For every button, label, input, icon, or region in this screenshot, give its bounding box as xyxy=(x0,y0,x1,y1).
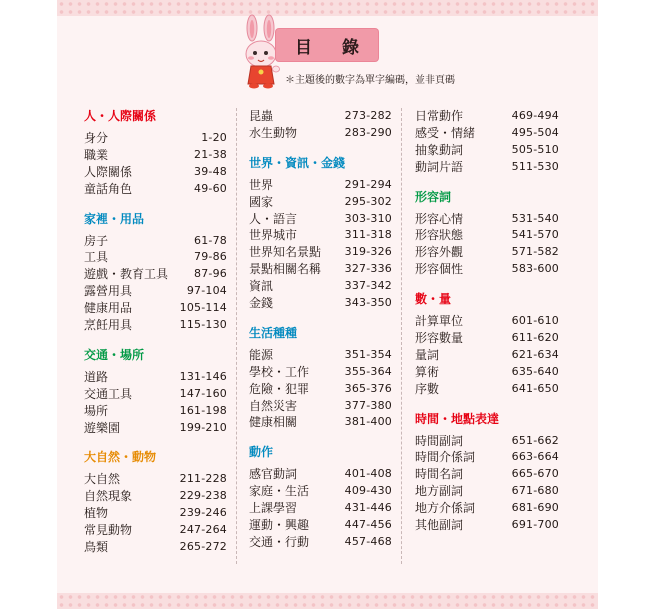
entry-code-range: 311-318 xyxy=(344,228,392,242)
entry-code-range: 343-350 xyxy=(344,296,392,310)
entry-label: 學校・工作 xyxy=(249,364,310,379)
toc-column-3 xyxy=(415,108,559,547)
entry-label: 場所 xyxy=(84,403,109,418)
entry-label: 鳥類 xyxy=(84,540,109,555)
entry-code-range: 211-228 xyxy=(179,472,227,486)
entry-code-range: 611-620 xyxy=(511,331,559,345)
section-heading: 形容詞 xyxy=(415,189,452,204)
entry-label: 地方介係詞 xyxy=(415,501,476,516)
toc-entry[interactable] xyxy=(415,159,559,176)
toc-entry[interactable] xyxy=(84,317,227,334)
entry-code-range: 283-290 xyxy=(344,125,392,139)
entry-code-range: 39-48 xyxy=(194,164,227,178)
toc-entry[interactable] xyxy=(249,500,392,517)
entry-code-range: 247-264 xyxy=(179,523,227,537)
toc-entry[interactable] xyxy=(415,244,559,261)
entry-label: 世界 xyxy=(249,177,274,192)
entry-code-range: 365-376 xyxy=(344,381,392,395)
entry-code-range: 199-210 xyxy=(179,420,227,434)
toc-section xyxy=(84,347,227,437)
entry-label: 量詞 xyxy=(415,347,440,362)
toc-entry[interactable] xyxy=(84,300,227,317)
entry-label: 烹飪用具 xyxy=(84,318,133,333)
entry-label: 國家 xyxy=(249,194,274,209)
toc-entry[interactable] xyxy=(415,500,559,517)
toc-entry[interactable] xyxy=(84,233,227,250)
toc-entry[interactable] xyxy=(249,211,392,228)
toc-entry[interactable] xyxy=(84,130,227,147)
toc-entry[interactable] xyxy=(249,381,392,398)
entry-label: 健康相關 xyxy=(249,415,298,430)
entry-code-range: 469-494 xyxy=(511,109,559,122)
entry-label: 交通・行動 xyxy=(249,534,310,549)
entry-code-range: 79-86 xyxy=(194,250,227,264)
entry-code-range: 319-326 xyxy=(344,245,392,259)
entry-label: 道路 xyxy=(84,369,109,384)
page-note: ＊主題後的數字為單字編碼，並非頁碼 xyxy=(285,75,455,86)
entry-code-range: 327-336 xyxy=(344,262,392,276)
toc-entry[interactable] xyxy=(415,211,559,228)
entry-label: 昆蟲 xyxy=(249,109,274,123)
toc-entry[interactable] xyxy=(249,414,392,431)
page-title: 目 錄 xyxy=(276,29,378,61)
entry-code-range: 671-680 xyxy=(511,484,559,498)
section-heading: 人・人際關係 xyxy=(84,109,157,123)
toc-entry[interactable] xyxy=(84,266,227,283)
entry-code-range: 621-634 xyxy=(511,347,559,361)
entry-code-range: 663-664 xyxy=(511,450,559,464)
toc-entry[interactable] xyxy=(249,227,392,244)
entry-label: 時間介係詞 xyxy=(415,450,476,465)
entry-label: 運動・興趣 xyxy=(249,518,310,533)
entry-label: 健康用品 xyxy=(84,301,133,316)
toc-entry[interactable] xyxy=(84,386,227,403)
entry-label: 危險・犯罪 xyxy=(249,381,310,396)
entry-label: 人・語言 xyxy=(249,211,298,226)
entry-code-range: 457-468 xyxy=(344,534,392,548)
entry-label: 金錢 xyxy=(249,296,274,311)
toc-section xyxy=(415,411,559,534)
toc-section xyxy=(249,155,392,312)
entry-label: 工具 xyxy=(84,250,109,265)
toc-entry[interactable] xyxy=(84,471,227,488)
entry-code-range: 61-78 xyxy=(194,233,227,247)
toc-section xyxy=(415,189,559,279)
entry-label: 算術 xyxy=(415,364,440,379)
top-dotted-band xyxy=(57,0,598,16)
entry-code-range: 295-302 xyxy=(344,194,392,208)
entry-code-range: 691-700 xyxy=(511,518,559,532)
entry-label: 世界知名景點 xyxy=(249,245,322,260)
entry-label: 世界城市 xyxy=(249,228,298,243)
entry-label: 形容外觀 xyxy=(415,245,464,260)
entry-label: 房子 xyxy=(84,233,109,248)
entry-label: 形容心情 xyxy=(415,211,464,226)
entry-label: 童話角色 xyxy=(84,181,133,196)
toc-entry[interactable] xyxy=(84,488,227,505)
entry-label: 自然現象 xyxy=(84,489,133,504)
entry-label: 時間名詞 xyxy=(415,467,464,482)
entry-label: 自然災害 xyxy=(249,398,298,413)
entry-code-range: 291-294 xyxy=(344,177,392,191)
toc-entry[interactable] xyxy=(249,364,392,381)
entry-code-range: 541-570 xyxy=(511,228,559,242)
toc-entry[interactable] xyxy=(84,283,227,300)
entry-label: 大自然 xyxy=(84,472,121,487)
entry-label: 景點相關名稱 xyxy=(249,262,322,277)
toc-section xyxy=(415,291,559,397)
toc-entry[interactable] xyxy=(249,295,392,312)
toc-section xyxy=(84,211,227,334)
entry-label: 動詞片語 xyxy=(415,159,464,174)
entry-code-range: 105-114 xyxy=(179,301,227,315)
entry-code-range: 147-160 xyxy=(179,386,227,400)
toc-entry[interactable] xyxy=(415,364,559,381)
toc-entry[interactable] xyxy=(249,483,392,500)
toc-entry[interactable] xyxy=(84,505,227,522)
entry-label: 其他副詞 xyxy=(415,518,464,533)
toc-entry[interactable] xyxy=(84,522,227,539)
column-divider xyxy=(401,108,402,564)
toc-entry[interactable] xyxy=(415,108,559,125)
toc-entry[interactable] xyxy=(84,164,227,181)
entry-label: 露營用具 xyxy=(84,284,133,299)
toc-column-1 xyxy=(84,108,227,569)
section-heading: 世界・資訊・金錢 xyxy=(249,155,346,170)
entry-code-range: 431-446 xyxy=(344,501,392,515)
toc-section xyxy=(415,108,559,176)
section-heading: 動作 xyxy=(249,445,274,460)
entry-code-range: 681-690 xyxy=(511,501,559,515)
entry-code-range: 229-238 xyxy=(179,489,227,503)
toc-entry[interactable] xyxy=(84,369,227,386)
entry-label: 水生動物 xyxy=(249,125,298,140)
entry-code-range: 355-364 xyxy=(344,364,392,378)
section-heading: 生活種種 xyxy=(249,325,298,340)
entry-code-range: 381-400 xyxy=(344,415,392,429)
toc-entry[interactable] xyxy=(415,483,559,500)
toc-entry[interactable] xyxy=(249,244,392,261)
entry-code-range: 665-670 xyxy=(511,467,559,481)
toc-entry[interactable] xyxy=(249,534,392,551)
entry-code-range: 49-60 xyxy=(194,181,227,195)
entry-label: 形容狀態 xyxy=(415,228,464,243)
toc-column-2 xyxy=(249,108,392,564)
entry-label: 資訊 xyxy=(249,279,274,294)
entry-code-range: 115-130 xyxy=(179,318,227,332)
toc-entry[interactable] xyxy=(84,420,227,437)
entry-code-range: 641-650 xyxy=(511,381,559,395)
entry-code-range: 505-510 xyxy=(511,142,559,156)
toc-section xyxy=(84,108,227,198)
toc-entry[interactable] xyxy=(415,517,559,534)
entry-code-range: 401-408 xyxy=(344,467,392,481)
entry-label: 感官動詞 xyxy=(249,467,298,482)
entry-label: 形容數量 xyxy=(415,331,464,346)
entry-label: 常見動物 xyxy=(84,523,133,538)
entry-label: 感受・情緒 xyxy=(415,125,476,140)
toc-section xyxy=(249,325,392,431)
toc-entry[interactable] xyxy=(249,347,392,364)
bottom-dotted-band xyxy=(57,593,598,609)
entry-label: 遊戲・教育工具 xyxy=(84,267,169,282)
entry-code-range: 601-610 xyxy=(511,314,559,328)
toc-entry[interactable] xyxy=(84,249,227,266)
entry-label: 序數 xyxy=(415,381,440,396)
entry-code-range: 161-198 xyxy=(179,403,227,417)
toc-entry[interactable] xyxy=(249,261,392,278)
toc-entry[interactable] xyxy=(415,142,559,159)
entry-code-range: 97-104 xyxy=(186,284,227,298)
toc-entry[interactable] xyxy=(249,125,392,142)
entry-code-range: 337-342 xyxy=(344,279,392,293)
entry-label: 上課學習 xyxy=(249,501,298,516)
toc-entry[interactable] xyxy=(415,381,559,398)
toc-entry[interactable] xyxy=(249,466,392,483)
entry-code-range: 651-662 xyxy=(511,433,559,447)
section-heading: 時間・地點表達 xyxy=(415,411,500,426)
toc-entry[interactable] xyxy=(249,194,392,211)
entry-code-range: 583-600 xyxy=(511,262,559,276)
entry-code-range: 131-146 xyxy=(179,369,227,383)
section-heading: 數・量 xyxy=(415,292,452,307)
entry-label: 能源 xyxy=(249,347,274,362)
entry-label: 日常動作 xyxy=(415,109,464,123)
entry-code-range: 495-504 xyxy=(511,125,559,139)
entry-label: 形容個性 xyxy=(415,262,464,277)
toc-entry[interactable] xyxy=(415,347,559,364)
toc-entry[interactable] xyxy=(415,227,559,244)
entry-label: 抽象動詞 xyxy=(415,142,464,157)
entry-label: 家庭・生活 xyxy=(249,484,310,499)
entry-code-range: 447-456 xyxy=(344,518,392,532)
entry-code-range: 571-582 xyxy=(511,245,559,259)
entry-code-range: 1-20 xyxy=(201,131,227,144)
entry-code-range: 273-282 xyxy=(344,109,392,122)
toc-entry[interactable] xyxy=(84,147,227,164)
section-heading: 家裡・用品 xyxy=(84,211,145,226)
entry-code-range: 87-96 xyxy=(194,267,227,281)
entry-code-range: 531-540 xyxy=(511,211,559,225)
entry-code-range: 21-38 xyxy=(194,147,227,161)
entry-code-range: 377-380 xyxy=(344,398,392,412)
entry-code-range: 511-530 xyxy=(511,159,559,173)
entry-label: 職業 xyxy=(84,147,109,162)
entry-label: 時間副詞 xyxy=(415,433,464,448)
toc-entry[interactable] xyxy=(415,449,559,466)
toc-entry[interactable] xyxy=(415,433,559,450)
entry-code-range: 303-310 xyxy=(344,211,392,225)
entry-code-range: 351-354 xyxy=(344,347,392,361)
toc-section xyxy=(249,108,392,142)
toc-section xyxy=(84,449,227,555)
entry-label: 地方副詞 xyxy=(415,484,464,499)
toc-entry[interactable] xyxy=(84,181,227,198)
toc-entry[interactable] xyxy=(415,313,559,330)
entry-code-range: 635-640 xyxy=(511,364,559,378)
section-heading: 大自然・動物 xyxy=(84,450,157,465)
section-heading: 交通・場所 xyxy=(84,347,145,362)
toc-section xyxy=(249,444,392,550)
entry-code-range: 409-430 xyxy=(344,484,392,498)
entry-code-range: 265-272 xyxy=(179,540,227,554)
toc-entry[interactable] xyxy=(84,403,227,420)
toc-entry[interactable] xyxy=(415,466,559,483)
toc-entry[interactable] xyxy=(249,108,392,125)
toc-entry[interactable] xyxy=(415,125,559,142)
entry-code-range: 239-246 xyxy=(179,506,227,520)
toc-entry[interactable] xyxy=(249,517,392,534)
entry-label: 植物 xyxy=(84,506,109,521)
toc-entry[interactable] xyxy=(249,177,392,194)
entry-label: 身分 xyxy=(84,131,109,145)
entry-label: 計算單位 xyxy=(415,314,464,329)
toc-entry[interactable] xyxy=(415,330,559,347)
toc-entry[interactable] xyxy=(84,539,227,556)
toc-entry[interactable] xyxy=(415,261,559,278)
entry-label: 交通工具 xyxy=(84,386,133,401)
toc-entry[interactable] xyxy=(249,398,392,415)
entry-label: 遊樂園 xyxy=(84,420,121,435)
column-divider xyxy=(236,108,237,564)
entry-label: 人際關係 xyxy=(84,164,133,179)
toc-entry[interactable] xyxy=(249,278,392,295)
